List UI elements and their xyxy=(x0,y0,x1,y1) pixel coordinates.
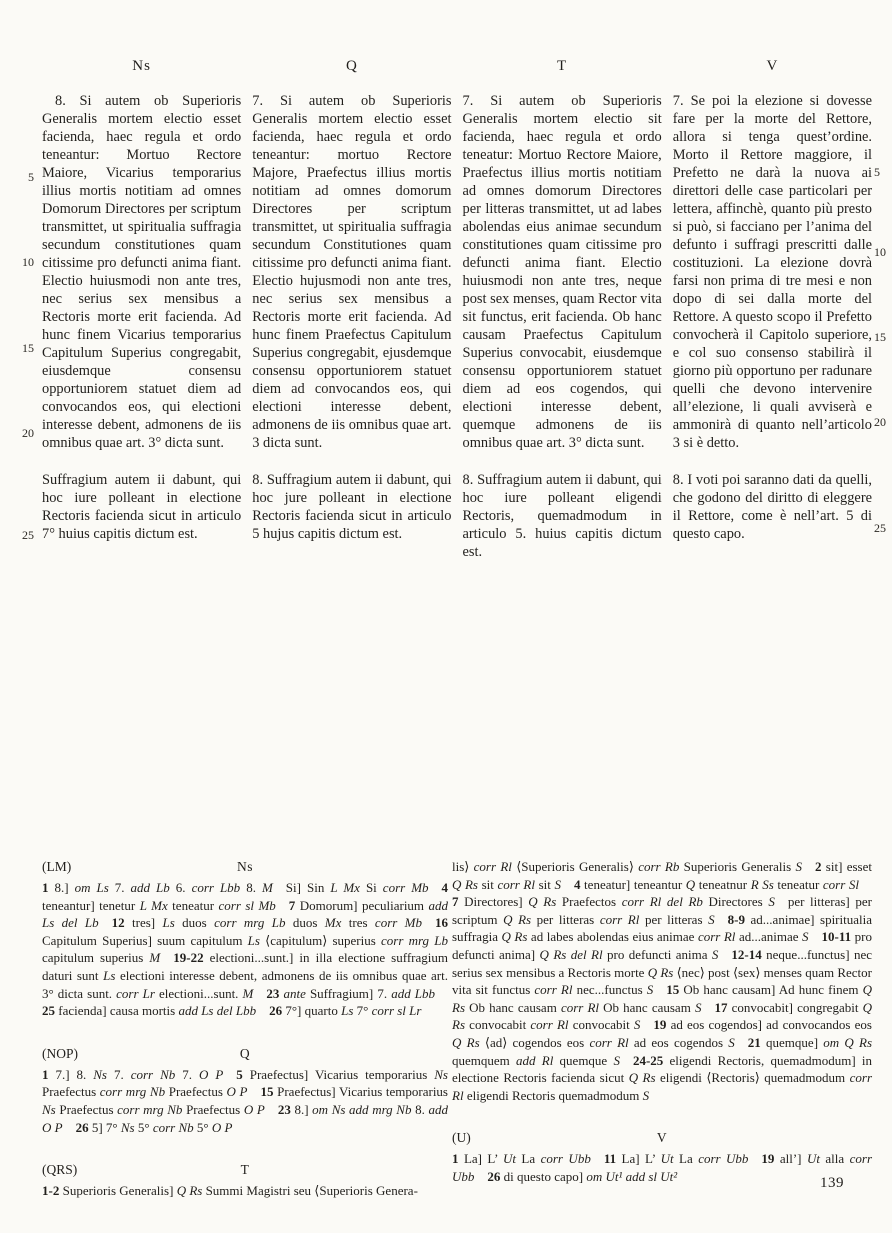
parallel-text-columns xyxy=(42,92,872,561)
line-number-right-15: 15 xyxy=(874,330,886,344)
column-siglum-t: T xyxy=(557,58,568,74)
line-number-left-15: 15 xyxy=(22,341,34,355)
line-number-left-20: 20 xyxy=(22,426,34,440)
apparatus-block-header xyxy=(42,1161,448,1179)
witness-group-label: (QRS) xyxy=(42,1162,78,1178)
apparatus-column-siglum: T xyxy=(240,1162,250,1178)
line-number-right-20: 20 xyxy=(874,415,886,429)
apparatus-block-lm xyxy=(42,858,448,1020)
column-siglum-q: Q xyxy=(345,58,358,74)
witness-group-label: (LM) xyxy=(42,859,72,874)
apparatus-entries: 1 La] L’ Ut La corr Ubb 11 La] L’ Ut La corr Ubb 19 all’] Ut alla corr Ubb 26 di questo capo] om Ut¹ add sl Ut² xyxy=(452,1151,873,1184)
column-siglum-ns: Ns xyxy=(132,58,151,74)
apparatus-entries: 1-2 Superioris Generalis] Q Rs Summi Magistri seu ⟨Superioris Genera- xyxy=(42,1183,418,1199)
apparatus-block-nop xyxy=(42,1045,448,1136)
paragraph-italian: 8. I voti poi saranno dati da quelli, che godono del diritto di eleggere il Rettore, come è nell’art. 5 di questo capo. xyxy=(672,472,872,542)
line-number-left-10: 10 xyxy=(22,255,34,269)
apparatus-column-siglum: Ns xyxy=(236,859,253,874)
paragraph-latin: 7. Si autem ob Superioris Generalis mortem electio esset facienda, haec regula et ordo teneantur: mortuo Rectore Majore, Praefectus illius mortis notitiam ad omnes domorum Directores per scriptum transmittet, ut spiritualia suffragia secundum Constitutiones quam citissime pro defuncti anima fiant. Electio hujusmodi non ante tres, nec serius sex mensibus a Rectoris morte erit facienda. Ad hunc finem Praefectus Capitulum Superius congregabit, ejusdemque consensu opportuniorem statuet diem ad convocandos eos, qui electioni interesse debent, admonens de iis omnibus quae art. 3 dicta sunt. xyxy=(252,93,452,451)
witness-group-label: (NOP) xyxy=(42,1045,78,1061)
apparatus-column-siglum: V xyxy=(656,1130,668,1146)
apparatus-block-qrs xyxy=(42,1161,448,1200)
apparatus-entries: 1 8.] om Ls 7. add Lb 6. corr Lbb 8. M Si] Sin L Mx Si corr Mb 4 teneantur] tenetur L Mx teneatur corr sl Mb 7 Domorum] peculiarium add Ls del Lb 12 tres] Ls duos corr mrg Lb duos Mx tres corr Mb 16 Capitulum Superius] suum capitulum Ls ⟨capitulum⟩ superius corr mrg Lb capitulum superius M 19-22 electioni...sunt.] in illa electione suffragium daturi sunt Ls electioni interesse debent, admonens de iis omnibus quae art. 3° dicta sunt. corr Lr electioni...sunt. M 23 ante Suffragium] 7. add Lbb 25 facienda] causa mortis add Ls del Lbb 26 7°] quarto Ls 7° corr sl Lr xyxy=(42,880,449,1019)
apparatus-block-qrs-continuation xyxy=(452,858,872,1104)
paragraph-latin: Suffragium autem ii dabunt, qui hoc iure polleant in electione Rectoris facienda sicut in articulo 7° huius capitis dictum est. xyxy=(42,472,242,542)
text-column-ns xyxy=(42,92,241,561)
text-column-v xyxy=(673,92,872,561)
paragraph-latin: 8. Si autem ob Superioris Generalis mortem electio esset facienda, haec regula et ordo teneantur: Mortuo Rectore Maiore, Vicarius temporarius illius mortis notitiam ad omnes Domorum Directores per scriptum transmittet, ut spiritualia suffragia secundum constitutiones quam citissime pro defuncti anima fiant. Electio huiusmodi non ante tres, nec serius sex mensibus a Rectoris morte erit facienda. Ad hunc finem Vicarius temporarius Capitulum Superius congregabit, eiusdemque consensu opportuniorem statuet diem ad convocandos eos, qui electioni interesse debent, admonens de iis omnibus quae art. 3° dicta sunt. xyxy=(42,93,242,451)
apparatus-left-column xyxy=(42,858,448,1200)
line-number-right-10: 10 xyxy=(874,245,886,259)
witness-group-label: (U) xyxy=(452,1130,471,1146)
line-number-left-25: 25 xyxy=(22,528,34,542)
page-number: 139 xyxy=(820,1175,844,1191)
line-number-left-5: 5 xyxy=(28,170,34,184)
paragraph-italian: 7. Se poi la elezione si dovesse fare per la morte del Rettore, allora si tenga quest’ordine. Morto il Rettore maggiore, il Prefetto ne darà la nuova ai direttori delle case particolari per lettera, affinchè, quanto più presto si può, si facciano per l’anima del defunto i suffragi prescritti dalle costituzioni. La elezione dovrà farsi non prima di tre mesi e non dopo di sei dalla morte del Rettore. A questo scopo il Prefetto convocherà il Capitolo superiore, e col suo consenso stabilirà il giorno più opportuno per radunare quelli che devono intervenire all’elezione, li quali avviserà e ammonirà di quanto nell’articolo 3 si è detto. xyxy=(672,93,872,451)
apparatus-entries: 1 7.] 8. Ns 7. corr Nb 7. O P 5 Praefectus] Vicarius temporarius Ns Praefectus corr mrg Nb Praefectus O P 15 Praefectus] Vicarius temporarius Ns Praefectus corr mrg Nb Praefectus O P 23 8.] om Ns add mrg Nb 8. add O P 26 5] 7° Ns 5° corr Nb 5° O P xyxy=(42,1066,448,1135)
apparatus-block-header xyxy=(452,1129,872,1147)
apparatus-column-siglum: Q xyxy=(239,1045,251,1061)
apparatus-block-header xyxy=(42,1045,448,1063)
text-column-t xyxy=(463,92,662,561)
text-column-q xyxy=(252,92,451,561)
apparatus-block-u xyxy=(452,1129,872,1185)
apparatus-right-column xyxy=(452,858,872,1186)
column-sigla-row xyxy=(42,58,872,75)
line-number-right-5: 5 xyxy=(874,165,880,179)
paragraph-latin: 7. Si autem ob Superioris Generalis mortem electio sit facienda, haec regula et ordo teneatur: Mortuo Rectore Maiore, Praefectus illius mortis notitiam ad omnes domorum Directores per litteras transmittet, ut ad labes abolendas eius animae secundum constitutiones quam citissime pro defuncti anima fiant. Electio huiusmodi non ante tres, neque post sex menses, quam Rector vita sit functus, erit facienda. Ob hanc causam Praefectus Capitulum Superius convocabit, eiusdemque consensu opportuniorem statuet diem ad eos cogendos, qui electioni interesse debent, quemque admonens de iis omnibus quae art. 3° dicta sunt. xyxy=(462,93,662,451)
paragraph-latin: 8. Suffragium autem ii dabunt, qui hoc jure polleant in electione Rectoris facienda sicut in articulo 5 hujus capitis dictum est. xyxy=(252,472,452,542)
column-siglum-v: V xyxy=(766,58,779,74)
apparatus-entries: lis⟩ corr Rl ⟨Superioris Generalis⟩ corr Rb Superioris Generalis S 2 sit] esset Q Rs sit corr Rl sit S 4 teneatur] teneantur Q teneatnur R Ss teneatur corr Sl 7 Directores] Q Rs Praefectos corr Rl del Rb Directores S per litteras] per scriptum Q Rs per litteras corr Rl per litteras S 8-9 ad...animae] spiritualia suffragia Q Rs ad labes abolendas eius animae corr Rl ad...animae S 10-11 pro defuncti anima] Q Rs del Rl pro defuncti anima S 12-14 neque...functus] nec serius sex mensibus a Rectoris morte Q Rs ⟨nec⟩ post ⟨sex⟩ menses quam Rector vita sit functus corr Rl nec...functus S 15 Ob hanc causam] Ad hunc finem Q Rs Ob hanc causam corr Rl Ob hanc causam S 17 convocabit] congregabit Q Rs convocabit corr Rl convocabit S 19 ad eos cogendos] ad convocandos eos Q Rs ⟨ad⟩ cogendos eos corr Rl ad eos cogendos S 21 quemque] om Q Rs quemquem add Rl quemque S 24-25 eligendi Rectoris, quemadmodum] in electione Rectoris facienda sicut Q Rs eligendi ⟨Rectoris⟩ quemadmodum corr Rl eligendi Rectoris quemadmodum S xyxy=(452,859,873,1103)
paragraph-latin: 8. Suffragium autem ii dabunt, qui hoc iure polleant eligendi Rectoris, quemadmodum in articulo 5. huius capitis dictum est. xyxy=(462,472,662,560)
line-number-right-25: 25 xyxy=(874,521,886,535)
apparatus-block-header xyxy=(42,858,448,876)
